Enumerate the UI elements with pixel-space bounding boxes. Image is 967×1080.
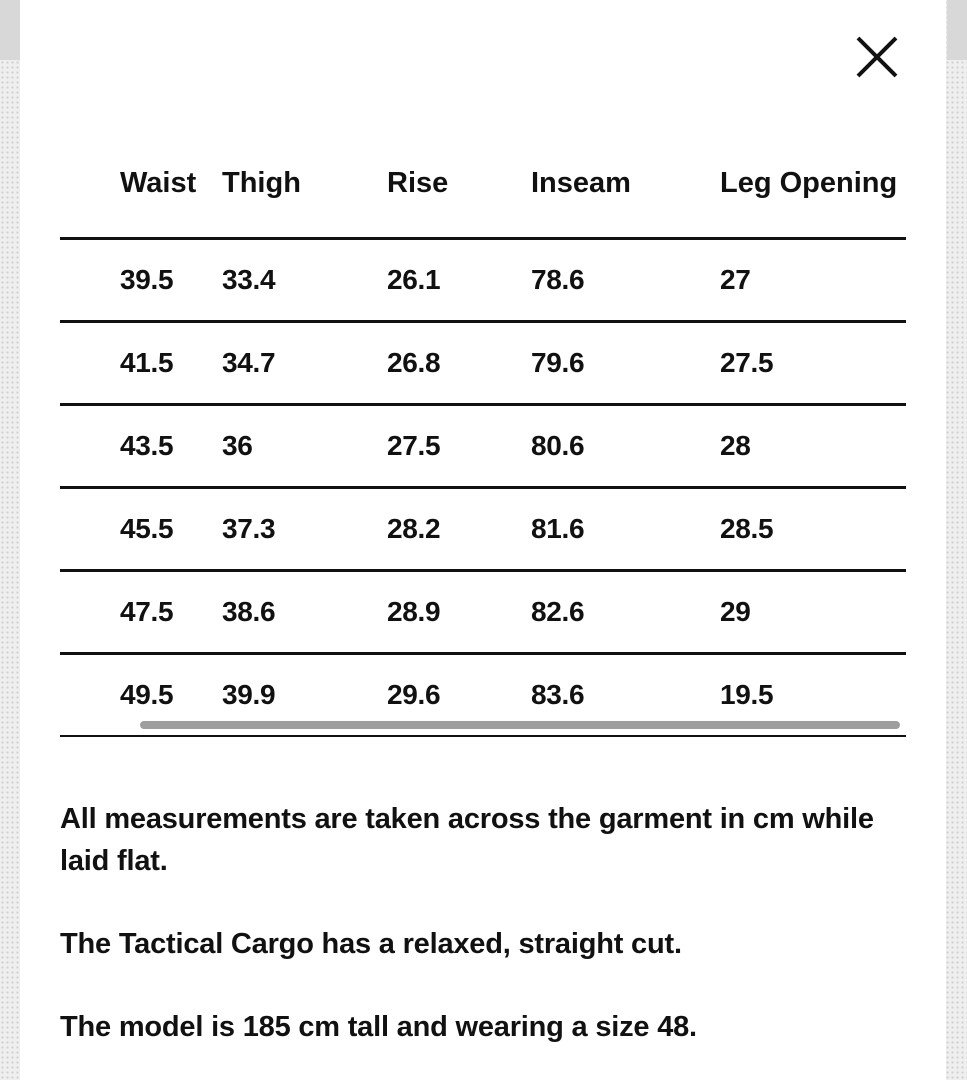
cell-thigh: 39.9 <box>222 653 387 736</box>
size-guide-modal <box>20 0 946 1080</box>
cell-rise: 26.8 <box>387 321 531 404</box>
cell-rise: 28.2 <box>387 487 531 570</box>
close-button[interactable] <box>854 34 900 80</box>
cell-rise: 29.6 <box>387 653 531 736</box>
cell-leg-opening: 27.5 <box>720 321 906 404</box>
cell-inseam: 82.6 <box>531 570 720 653</box>
column-header-rise: Rise <box>387 130 531 238</box>
note-model-size: The model is 185 cm tall and wearing a size 48. <box>60 1011 697 1043</box>
cell-leg-opening: 27 <box>720 238 906 321</box>
note-measurement-method: All measurements are taken across the garment in cm while laid flat. <box>60 803 874 877</box>
table-row <box>60 321 906 404</box>
cell-waist: 49.5 <box>60 653 222 736</box>
cell-inseam: 79.6 <box>531 321 720 404</box>
cell-rise: 27.5 <box>387 404 531 487</box>
size-table <box>60 130 906 737</box>
cell-leg-opening: 28.5 <box>720 487 906 570</box>
table-horizontal-scrollbar[interactable] <box>140 721 900 729</box>
cell-waist: 47.5 <box>60 570 222 653</box>
backdrop-edge-right <box>947 0 967 60</box>
table-header-row <box>60 130 906 238</box>
cell-inseam: 80.6 <box>531 404 720 487</box>
cell-thigh: 38.6 <box>222 570 387 653</box>
close-icon <box>854 34 900 80</box>
cell-waist: 41.5 <box>60 321 222 404</box>
cell-thigh: 36 <box>222 404 387 487</box>
cell-inseam: 78.6 <box>531 238 720 321</box>
cell-leg-opening: 28 <box>720 404 906 487</box>
cell-leg-opening: 29 <box>720 570 906 653</box>
cell-thigh: 37.3 <box>222 487 387 570</box>
column-header-leg-opening: Leg Opening <box>720 130 906 238</box>
table-row <box>60 238 906 321</box>
cell-thigh: 33.4 <box>222 238 387 321</box>
cell-waist: 43.5 <box>60 404 222 487</box>
table-row <box>60 404 906 487</box>
cell-waist: 39.5 <box>60 238 222 321</box>
backdrop-edge-left <box>0 0 20 60</box>
size-table-container[interactable] <box>60 130 906 737</box>
table-row <box>60 487 906 570</box>
note-fit: The Tactical Cargo has a relaxed, straight cut. <box>60 928 682 960</box>
cell-rise: 28.9 <box>387 570 531 653</box>
cell-rise: 26.1 <box>387 238 531 321</box>
column-header-thigh: Thigh <box>222 130 387 238</box>
cell-inseam: 81.6 <box>531 487 720 570</box>
column-header-inseam: Inseam <box>531 130 720 238</box>
cell-waist: 45.5 <box>60 487 222 570</box>
cell-inseam: 83.6 <box>531 653 720 736</box>
table-row <box>60 570 906 653</box>
size-notes <box>60 798 920 1048</box>
column-header-waist: Waist <box>60 130 222 238</box>
cell-leg-opening: 19.5 <box>720 653 906 736</box>
cell-thigh: 34.7 <box>222 321 387 404</box>
